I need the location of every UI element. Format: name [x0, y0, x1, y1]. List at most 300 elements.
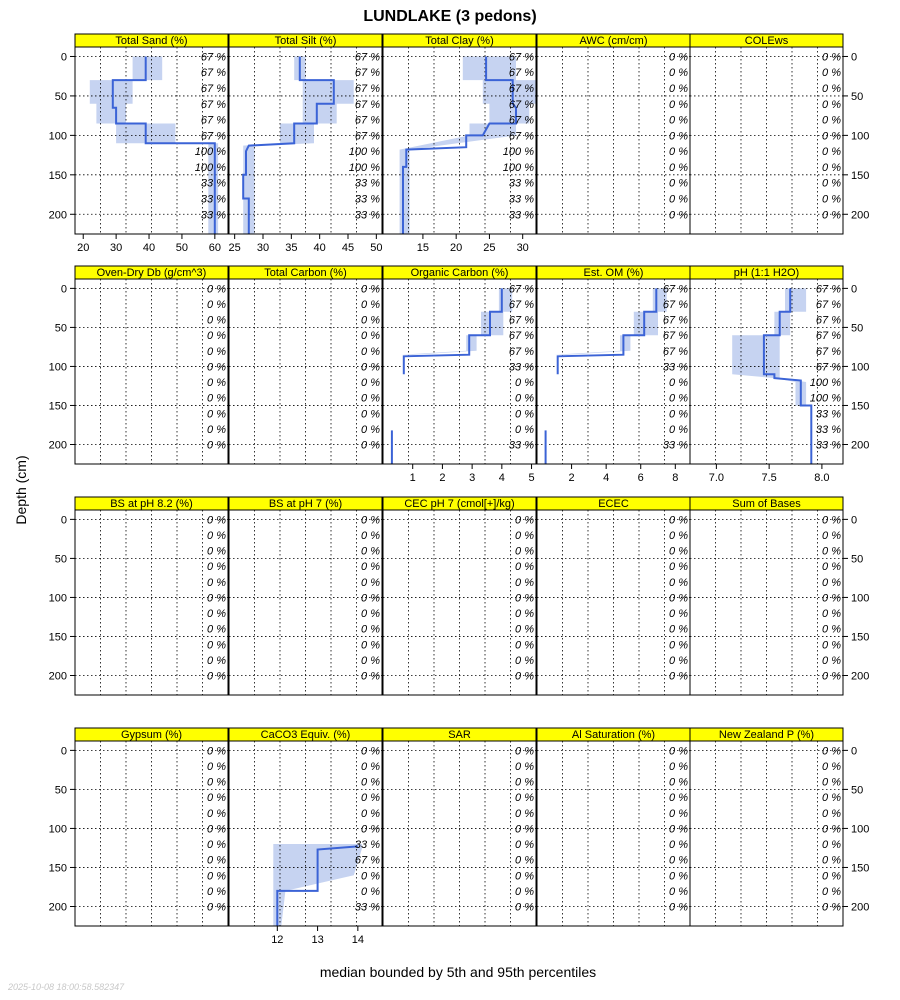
y-tick-label: 100: [48, 823, 67, 836]
contrib-label: 0 %: [361, 592, 380, 605]
contrib-label: 0 %: [822, 576, 841, 589]
contrib-label: 0 %: [669, 639, 688, 652]
contrib-label: 100 %: [348, 146, 380, 159]
contrib-label: 33 %: [508, 209, 534, 222]
contrib-label: 0 %: [515, 377, 534, 390]
x-tick-label: 4: [498, 472, 505, 484]
contrib-label: 67 %: [200, 51, 226, 64]
contrib-label: 0 %: [207, 283, 226, 296]
y-tick-label: 50: [54, 784, 67, 797]
contrib-label: 100 %: [348, 161, 380, 174]
x-tick-label: 14: [351, 934, 364, 946]
contrib-label: 0 %: [669, 209, 688, 222]
contrib-label: 67 %: [508, 298, 534, 311]
panel-cec: [383, 497, 536, 695]
contrib-label: 67 %: [508, 283, 534, 296]
contrib-label: 0 %: [515, 807, 534, 820]
contrib-label: 0 %: [207, 854, 226, 867]
contrib-label: 0 %: [669, 807, 688, 820]
contrib-label: 0 %: [361, 377, 380, 390]
x-tick-label: 8: [672, 472, 679, 484]
strip-label: Total Sand (%): [115, 35, 188, 47]
strip-label: AWC (cm/cm): [579, 35, 648, 47]
x-tick-label: 30: [516, 242, 529, 254]
contrib-label: 0 %: [669, 146, 688, 159]
contrib-label: 67 %: [662, 314, 688, 327]
contrib-label: 0 %: [515, 885, 534, 898]
contrib-label: 0 %: [822, 760, 841, 773]
timestamp: 2025-10-08 18:00:58.582347: [8, 982, 125, 992]
strip-label: Est. OM (%): [583, 267, 644, 279]
contrib-label: 0 %: [515, 870, 534, 883]
contrib-label: 0 %: [207, 654, 226, 667]
y-tick-label: 150: [851, 631, 870, 644]
contrib-label: 0 %: [361, 361, 380, 374]
contrib-label: 0 %: [361, 439, 380, 452]
contrib-label: 0 %: [207, 514, 226, 527]
contrib-label: 0 %: [361, 408, 380, 421]
y-tick-label: 200: [48, 439, 67, 452]
contrib-label: 67 %: [354, 130, 380, 143]
y-tick-label: 150: [851, 862, 870, 875]
x-tick-label: 30: [110, 242, 123, 254]
panel-db: [49, 266, 228, 464]
contrib-label: 0 %: [361, 330, 380, 343]
panel-ecec: [537, 497, 690, 695]
contrib-label: 0 %: [207, 792, 226, 805]
contrib-label: 0 %: [669, 854, 688, 867]
contrib-label: 0 %: [207, 885, 226, 898]
x-tick-label: 15: [416, 242, 430, 254]
contrib-label: 67 %: [508, 98, 534, 111]
y-tick-label: 0: [60, 283, 67, 296]
contrib-label: 0 %: [515, 576, 534, 589]
contrib-label: 67 %: [508, 67, 534, 80]
contrib-label: 0 %: [822, 51, 841, 64]
contrib-label: 0 %: [207, 392, 226, 405]
contrib-label: 0 %: [361, 392, 380, 405]
contrib-label: 67 %: [508, 314, 534, 327]
contrib-label: 0 %: [822, 146, 841, 159]
contrib-label: 67 %: [662, 345, 688, 358]
contrib-label: 0 %: [669, 514, 688, 527]
contrib-label: 67 %: [508, 51, 534, 64]
contrib-label: 0 %: [822, 639, 841, 652]
panel-gyp: [49, 728, 228, 926]
contrib-label: 0 %: [822, 745, 841, 758]
contrib-label: 0 %: [669, 885, 688, 898]
panel-colews: [690, 34, 869, 234]
contrib-label: 0 %: [515, 854, 534, 867]
contrib-label: 0 %: [669, 377, 688, 390]
panel-awc: [537, 34, 690, 234]
contrib-label: 0 %: [207, 576, 226, 589]
contrib-label: 100 %: [809, 392, 841, 405]
contrib-label: 0 %: [361, 760, 380, 773]
contrib-label: 0 %: [361, 776, 380, 789]
panel-ph: [690, 266, 869, 484]
contrib-label: 67 %: [200, 67, 226, 80]
contrib-label: 0 %: [669, 392, 688, 405]
contrib-label: 0 %: [669, 177, 688, 190]
contrib-label: 0 %: [822, 209, 841, 222]
contrib-label: 100 %: [502, 161, 534, 174]
contrib-label: 0 %: [669, 408, 688, 421]
contrib-label: 0 %: [822, 854, 841, 867]
x-tick-label: 35: [285, 242, 298, 254]
contrib-label: 0 %: [822, 545, 841, 558]
contrib-label: 0 %: [207, 345, 226, 358]
y-tick-label: 150: [851, 169, 870, 182]
contrib-label: 0 %: [822, 592, 841, 605]
contrib-label: 0 %: [361, 529, 380, 542]
contrib-label: 0 %: [669, 623, 688, 636]
x-tick-label: 7.5: [761, 472, 777, 484]
x-tick-label: 25: [228, 242, 241, 254]
contrib-label: 0 %: [822, 529, 841, 542]
contrib-label: 0 %: [207, 439, 226, 452]
contrib-label: 0 %: [207, 529, 226, 542]
contrib-label: 33 %: [354, 839, 380, 852]
contrib-label: 33 %: [508, 177, 534, 190]
contrib-label: 0 %: [669, 423, 688, 436]
x-tick-label: 5: [528, 472, 535, 484]
contrib-label: 33 %: [508, 439, 534, 452]
contrib-label: 67 %: [815, 283, 841, 296]
percentile-band: [554, 288, 666, 354]
contrib-label: 0 %: [822, 670, 841, 683]
contrib-label: 0 %: [515, 639, 534, 652]
contrib-label: 0 %: [515, 423, 534, 436]
contrib-label: 0 %: [207, 776, 226, 789]
contrib-label: 0 %: [669, 161, 688, 174]
contrib-label: 67 %: [354, 98, 380, 111]
contrib-label: 0 %: [361, 670, 380, 683]
x-tick-label: 2: [568, 472, 575, 484]
strip-label: pH (1:1 H2O): [733, 267, 800, 279]
contrib-label: 33 %: [200, 209, 226, 222]
contrib-label: 0 %: [669, 592, 688, 605]
y-tick-label: 50: [54, 90, 67, 103]
x-tick-label: 50: [370, 242, 383, 254]
x-tick-label: 50: [175, 242, 189, 254]
contrib-label: 67 %: [354, 83, 380, 96]
contrib-label: 33 %: [508, 361, 534, 374]
contrib-label: 0 %: [515, 529, 534, 542]
contrib-label: 0 %: [822, 83, 841, 96]
x-tick-label: 45: [341, 242, 355, 254]
contrib-label: 0 %: [207, 901, 226, 914]
contrib-label: 0 %: [515, 654, 534, 667]
y-tick-label: 150: [48, 400, 67, 413]
percentile-band: [732, 288, 806, 405]
contrib-label: 67 %: [815, 314, 841, 327]
contrib-label: 67 %: [200, 114, 226, 127]
contrib-label: 0 %: [515, 623, 534, 636]
x-tick-label: 2: [439, 472, 446, 484]
x-tick-label: 40: [142, 242, 156, 254]
contrib-label: 67 %: [815, 298, 841, 311]
contrib-label: 0 %: [207, 608, 226, 621]
strip-label: BS at pH 7 (%): [268, 498, 343, 510]
contrib-label: 0 %: [361, 514, 380, 527]
contrib-label: 0 %: [361, 885, 380, 898]
contrib-label: 0 %: [669, 561, 688, 574]
contrib-label: 0 %: [822, 161, 841, 174]
contrib-label: 100 %: [194, 161, 226, 174]
contrib-label: 0 %: [822, 130, 841, 143]
plot-area: [49, 34, 870, 946]
contrib-label: 0 %: [669, 130, 688, 143]
y-tick-label: 150: [48, 862, 67, 875]
y-tick-label: 100: [48, 592, 67, 605]
y-tick-label: 0: [851, 283, 858, 296]
x-tick-label: 25: [483, 242, 496, 254]
contrib-label: 0 %: [207, 545, 226, 558]
contrib-label: 0 %: [207, 760, 226, 773]
contrib-label: 0 %: [361, 654, 380, 667]
contrib-label: 0 %: [207, 639, 226, 652]
chart-title: LUNDLAKE (3 pedons): [363, 8, 537, 25]
contrib-label: 67 %: [200, 130, 226, 143]
contrib-label: 0 %: [822, 792, 841, 805]
contrib-label: 0 %: [207, 592, 226, 605]
y-tick-label: 0: [60, 745, 67, 758]
contrib-label: 0 %: [822, 623, 841, 636]
contrib-label: 0 %: [822, 839, 841, 852]
contrib-label: 0 %: [361, 561, 380, 574]
x-tick-label: 6: [637, 472, 644, 484]
x-tick-label: 7.0: [708, 472, 725, 484]
contrib-label: 100 %: [502, 146, 534, 159]
contrib-label: 0 %: [361, 623, 380, 636]
y-tick-label: 200: [851, 439, 870, 452]
x-tick-label: 30: [256, 242, 270, 254]
contrib-label: 67 %: [354, 67, 380, 80]
contrib-label: 0 %: [361, 423, 380, 436]
x-tick-label: 40: [313, 242, 326, 254]
strip-label: Organic Carbon (%): [410, 267, 509, 279]
y-tick-label: 50: [851, 784, 864, 797]
contrib-label: 0 %: [361, 792, 380, 805]
contrib-label: 67 %: [354, 114, 380, 127]
contrib-label: 0 %: [669, 901, 688, 914]
contrib-label: 33 %: [508, 193, 534, 206]
contrib-label: 0 %: [669, 760, 688, 773]
contrib-label: 0 %: [669, 83, 688, 96]
contrib-label: 0 %: [361, 823, 380, 836]
contrib-label: 33 %: [200, 193, 226, 206]
panel-sob: [690, 497, 869, 695]
contrib-label: 0 %: [822, 67, 841, 80]
contrib-label: 67 %: [508, 114, 534, 127]
contrib-label: 0 %: [515, 823, 534, 836]
y-tick-label: 0: [60, 51, 67, 64]
panel-nzp: [690, 728, 869, 926]
contrib-label: 33 %: [354, 177, 380, 190]
contrib-label: 0 %: [207, 839, 226, 852]
contrib-label: 0 %: [669, 193, 688, 206]
contrib-label: 0 %: [361, 639, 380, 652]
contrib-label: 0 %: [515, 745, 534, 758]
contrib-label: 0 %: [207, 561, 226, 574]
contrib-label: 0 %: [822, 870, 841, 883]
contrib-label: 0 %: [669, 51, 688, 64]
contrib-label: 0 %: [361, 545, 380, 558]
strip-label: Al Saturation (%): [571, 729, 656, 741]
contrib-label: 0 %: [822, 561, 841, 574]
contrib-label: 67 %: [662, 283, 688, 296]
y-tick-label: 100: [851, 361, 870, 374]
contrib-label: 0 %: [515, 776, 534, 789]
contrib-label: 33 %: [815, 408, 841, 421]
y-tick-label: 50: [851, 553, 864, 566]
contrib-label: 0 %: [361, 345, 380, 358]
contrib-label: 67 %: [815, 361, 841, 374]
contrib-label: 0 %: [669, 608, 688, 621]
contrib-label: 0 %: [822, 193, 841, 206]
x-tick-label: 60: [208, 242, 221, 254]
strip-label: CaCO3 Equiv. (%): [260, 729, 351, 741]
panel-alsat: [537, 728, 690, 926]
contrib-label: 0 %: [207, 745, 226, 758]
y-tick-label: 100: [851, 130, 870, 143]
contrib-label: 0 %: [207, 670, 226, 683]
panel-sar: [383, 728, 536, 926]
strip-label: Total Clay (%): [425, 35, 494, 47]
contrib-label: 0 %: [822, 776, 841, 789]
contrib-label: 0 %: [207, 377, 226, 390]
contrib-label: 0 %: [669, 745, 688, 758]
contrib-label: 0 %: [207, 870, 226, 883]
y-tick-label: 0: [851, 51, 858, 64]
strip-label: Sum of Bases: [732, 498, 801, 510]
contrib-label: 67 %: [354, 51, 380, 64]
contrib-label: 0 %: [207, 408, 226, 421]
contrib-label: 0 %: [669, 114, 688, 127]
contrib-label: 0 %: [361, 314, 380, 327]
contrib-label: 67 %: [200, 98, 226, 111]
panel-oc: [383, 266, 536, 484]
contrib-label: 0 %: [515, 514, 534, 527]
y-tick-label: 200: [851, 670, 870, 683]
y-tick-label: 100: [48, 361, 67, 374]
contrib-label: 0 %: [207, 361, 226, 374]
strip-label: CEC pH 7 (cmol[+]/kg): [404, 498, 515, 510]
contrib-label: 67 %: [815, 345, 841, 358]
contrib-label: 0 %: [207, 298, 226, 311]
contrib-label: 100 %: [809, 377, 841, 390]
contrib-label: 0 %: [515, 561, 534, 574]
contrib-label: 0 %: [361, 608, 380, 621]
y-tick-label: 200: [851, 901, 870, 914]
contrib-label: 33 %: [815, 439, 841, 452]
contrib-label: 0 %: [669, 670, 688, 683]
contrib-label: 0 %: [822, 98, 841, 111]
panel-silt: [229, 34, 383, 254]
y-tick-label: 150: [48, 169, 67, 182]
y-tick-label: 50: [54, 322, 67, 335]
contrib-label: 67 %: [508, 83, 534, 96]
y-tick-label: 150: [48, 631, 67, 644]
contrib-label: 33 %: [662, 361, 688, 374]
contrib-label: 0 %: [361, 298, 380, 311]
contrib-label: 0 %: [669, 823, 688, 836]
contrib-label: 0 %: [515, 592, 534, 605]
contrib-label: 0 %: [669, 529, 688, 542]
contrib-label: 0 %: [669, 654, 688, 667]
contrib-label: 0 %: [515, 670, 534, 683]
contrib-label: 0 %: [361, 576, 380, 589]
contrib-label: 33 %: [354, 209, 380, 222]
contrib-label: 0 %: [515, 408, 534, 421]
contrib-label: 0 %: [361, 807, 380, 820]
contrib-label: 67 %: [508, 345, 534, 358]
y-tick-label: 150: [851, 400, 870, 413]
contrib-label: 0 %: [515, 545, 534, 558]
contrib-label: 100 %: [194, 146, 226, 159]
contrib-label: 0 %: [822, 807, 841, 820]
y-tick-label: 200: [851, 209, 870, 222]
contrib-label: 0 %: [822, 114, 841, 127]
y-tick-label: 100: [851, 823, 870, 836]
contrib-label: 0 %: [361, 745, 380, 758]
y-tick-label: 0: [60, 514, 67, 527]
strip-label: Oven-Dry Db (g/cm^3): [96, 267, 207, 279]
panel-clay: [383, 34, 536, 254]
y-tick-label: 50: [851, 90, 864, 103]
x-tick-label: 3: [469, 472, 476, 484]
contrib-label: 0 %: [515, 901, 534, 914]
y-tick-label: 0: [851, 514, 858, 527]
contrib-label: 67 %: [508, 330, 534, 343]
contrib-label: 0 %: [515, 608, 534, 621]
y-tick-label: 0: [851, 745, 858, 758]
x-tick-label: 12: [271, 934, 284, 946]
x-tick-label: 8.0: [814, 472, 830, 484]
contrib-label: 0 %: [669, 839, 688, 852]
contrib-label: 0 %: [822, 514, 841, 527]
contrib-label: 0 %: [669, 776, 688, 789]
x-axis-label: median bounded by 5th and 95th percentiles: [319, 964, 597, 980]
contrib-label: 33 %: [662, 439, 688, 452]
contrib-label: 67 %: [662, 298, 688, 311]
y-axis-label: Depth (cm): [13, 455, 29, 525]
x-tick-label: 13: [311, 934, 324, 946]
contrib-label: 67 %: [508, 130, 534, 143]
percentile-band: [401, 288, 512, 354]
y-tick-label: 50: [851, 322, 864, 335]
panel-bs82: [49, 497, 228, 695]
x-tick-label: 4: [603, 472, 610, 484]
contrib-label: 0 %: [669, 545, 688, 558]
contrib-label: 0 %: [669, 98, 688, 111]
x-tick-label: 20: [450, 242, 463, 254]
contrib-label: 0 %: [207, 807, 226, 820]
contrib-label: 0 %: [669, 576, 688, 589]
contrib-label: 0 %: [207, 623, 226, 636]
contrib-label: 33 %: [200, 177, 226, 190]
y-tick-label: 200: [48, 209, 67, 222]
contrib-label: 0 %: [669, 792, 688, 805]
contrib-label: 0 %: [515, 839, 534, 852]
contrib-label: 0 %: [669, 870, 688, 883]
contrib-label: 0 %: [361, 283, 380, 296]
contrib-label: 0 %: [822, 823, 841, 836]
y-tick-label: 200: [48, 670, 67, 683]
strip-label: COLEws: [744, 35, 789, 47]
strip-label: Total Carbon (%): [264, 267, 347, 279]
